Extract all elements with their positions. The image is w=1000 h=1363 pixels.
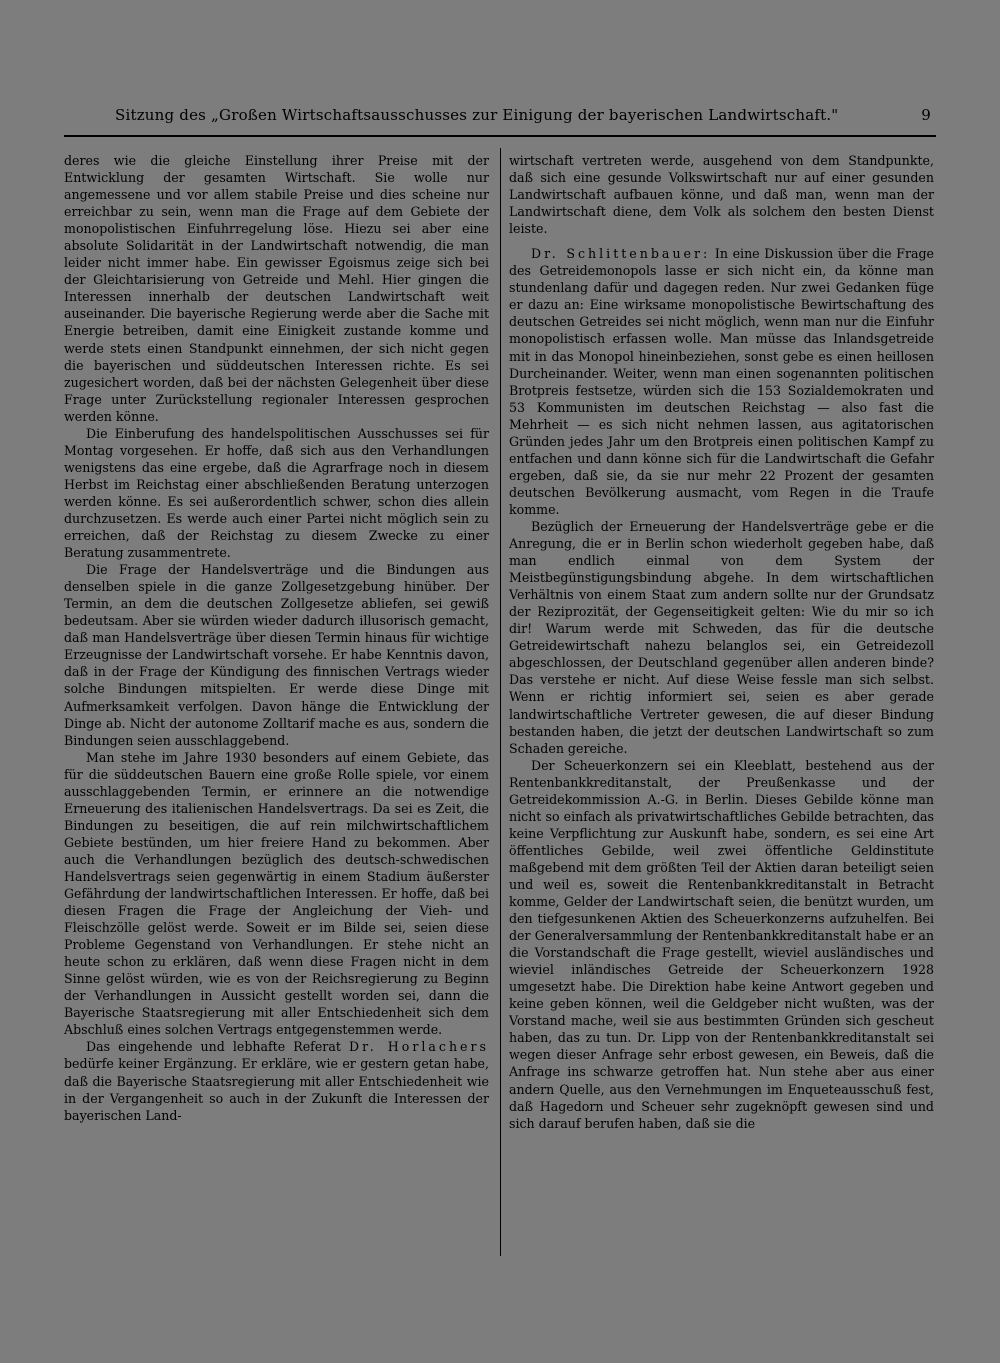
paragraph: wirtschaft vertreten werde, ausgehend von dem Standpunkte, daß sich eine gesunde Volkswirtschaft nur auf einer gesunden Landwirtschaft aufbauen könne, und daß man, wenn man der Landwirtschaft diene, dem Volk als solchem den besten Dienst leiste. [509, 153, 934, 237]
running-header-title: Sitzung des „Großen Wirtschaftsausschusses zur Einigung der bayerischen Landwirtschaft." [115, 106, 839, 124]
paragraph-text: In eine Diskussion über die Frage des Getreidemonopols lasse er sich nicht ein, da könne man stundenlang dafür und dagegen reden. Nur zwei Gedanken füge er dazu an: Eine wirksame monopolistische Bewirtschaftung des deutschen Getreides sei nicht möglich, wenn man nur die Einfuhr monopolistisch erfassen wolle. Man müsse das Inlandsgetreide mit in das Monopol hineinbeziehen, sonst gebe es einen heillosen Durcheinander. Weiter, wenn man einen sogenannten politischen Brotpreis festsetze, würden sich die 153 Sozialdemokraten und 53 Kommunisten im deutschen Reichstag — also fast die Mehrheit — es sich nicht nehmen lassen, aus agitatorischen Gründen jedes Jahr um den Brotpreis einen politischen Kampf zu entfachen und dann könne sich für die Landwirtschaft die Gefahr ergeben, daß sie, da sie nur mehr 22 Prozent der gesamten deutschen Bevölkerung ausmacht, vom Regen in die Traufe komme. [509, 246, 934, 517]
right-column [509, 152, 934, 1132]
paragraph [509, 245, 934, 518]
column-divider [500, 148, 501, 1256]
header-rule [64, 135, 936, 137]
paragraph: Man stehe im Jahre 1930 besonders auf einem Gebiete, das für die süddeutschen Bauern eine große Rolle spiele, vor einem ausschlaggebenden Termin, er erinnere an die notwendige Erneuerung des italienischen Handelsvertrags. Da sei es Zeit, die Bindungen zu beseitigen, die auf rein milchwirtschaftlichem Gebiete bestünden, um hier freiere Hand zu bekommen. Aber auch die Verhandlungen bezüglich des deutsch-schwedischen Handelsvertrags seien gegenwärtig in einem Stadium äußerster Gefährdung der landwirtschaftlichen Interessen. Er hoffe, daß bei diesen Fragen die Frage der Angleichung der Vieh- und Fleischzölle gelöst werde. Soweit er im Bilde sei, seien diese Probleme Gegenstand von Verhandlungen. Er stehe nicht an heute schon zu erklären, daß wenn diese Fragen nicht in dem Sinne gelöst würden, wie es von der Reichsregierung zu Beginn der Verhandlungen in Aussicht gestellt worden sei, dann die Bayerische Staatsregierung mit aller Entschiedenheit sich dem Abschluß eines solchen Vertrags entgegenstemmen werde. [64, 749, 489, 1038]
paragraph: deres wie die gleiche Einstellung ihrer Preise mit der Entwicklung der gesamten Wirtschaft. Sie wolle nur angemessene und vor allem stabile Preise und dies scheine nur erreichbar zu sein, wenn man die Frage auf dem Gebiete der monopolistischen Einfuhrregelung löse. Hiezu sei aber eine absolute Solidarität in der Landwirtschaft notwendig, die man leider nicht immer habe. Ein gewisser Egoismus zeige sich bei der Gleichtarisierung von Getreide und Mehl. Hier gingen die Interessen innerhalb der deutschen Landwirtschaft weit auseinander. Die bayerische Regierung werde aber die Sache mit Energie betreiben, damit eine Einigkeit zustande komme und werde stets einen Standpunkt einnehmen, der sich nicht gegen die bayerischen und süddeutschen Interessen richte. Es sei zugesichert worden, daß bei der nächsten Gelegenheit über diese Frage unter Zurückstellung regionaler Interessen gesprochen werden könne. [64, 153, 489, 424]
paragraph-text: bedürfe keiner Ergänzung. Er erkläre, wie er gestern getan habe, daß die Bayerische Staatsregierung mit aller Entschiedenheit wie in der Vergangenheit so auch in der Zukunft die Interessen der bayerischen Land- [64, 1056, 489, 1123]
paragraph-text: Das eingehende und lebhafte Referat [86, 1039, 341, 1055]
paragraph: Bezüglich der Erneuerung der Handelsverträge gebe er die Anregung, die er in Berlin schon wiederholt gegeben habe, daß man endlich einmal von dem System der Meistbegünstigungsbindung abgehe. In dem wirtschaftlichen Verhältnis von einem Staat zum andern sollte nur der Grundsatz der Reziprozität, der Gegenseitigkeit gelten: Wie du mir so ich dir! Warum werde mit Schweden, das für die deutsche Getreidewirtschaft nahezu belanglos sei, ein Getreidezoll abgeschlossen, der Deutschland gegenüber allen anderen binde? Das verstehe er nicht. Auf diese Weise fessle man sich selbst. Wenn er richtig informiert sei, seien es aber gerade landwirtschaftliche Vertreter gewesen, die auf dieser Bindung bestanden haben, die jetzt der deutschen Landwirtschaft so zum Schaden gereiche. [509, 518, 934, 756]
speaker-name: Dr. Schlittenbauer: [531, 246, 711, 262]
left-column [64, 152, 489, 1124]
paragraph: Der Scheuerkonzern sei ein Kleeblatt, bestehend aus der Rentenbankkreditanstalt, der Preußenkasse und der Getreidekommission A.-G. in Berlin. Dieses Gebilde könne man nicht so einfach als privatwirtschaftliches Gebilde betrachten, das keine Verpflichtung zur Auskunft habe, sondern, es sei eine Art öffentliches Gebilde, weil zwei öffentliche Geldinstitute maßgebend mit dem größten Teil der Aktien daran beteiligt seien und weil es, soweit die Rentenbankkreditanstalt in Betracht komme, Gelder der Landwirtschaft seien, die benützt wurden, um den tiefgesunkenen Aktien des Scheuerkonzerns aufzuhelfen. Bei der Generalversammlung der Rentenbankkreditanstalt habe er an die Vorstandschaft die Frage gestellt, wieviel ausländisches und wieviel inländisches Getreide der Scheuerkonzern 1928 umgesetzt habe. Die Direktion habe keine Antwort gegeben und keine geben können, weil die Geldgeber nicht wußten, was der Vorstand mache, weil sie aus bestimmten Gründen sich gescheut haben, das zu tun. Dr. Lipp von der Rentenbankkreditanstalt sei wegen dieser Anfrage sehr erbost gewesen, ein Beweis, daß die Anfrage ins schwarze getroffen hat. Nun stehe aber aus einer andern Quelle, aus den Vernehmungen im Enqueteausschuß fest, daß Hagedorn und Scheuer sehr zugeknöpft gewesen sind und sich darauf berufen haben, daß sie die [509, 757, 934, 1131]
paragraph: Die Einberufung des handelspolitischen Ausschusses sei für Montag vorgesehen. Er hoffe, daß sich aus den Verhandlungen wenigstens das eine ergebe, daß die Agrarfrage noch in diesem Herbst im Reichstag einer abschließenden Beratung unterzogen werden könne. Es sei außerordentlich schwer, schon dies allein durchzusetzen. Es werde auch einer Partei nicht möglich sein zu erreichen, daß der Reichstag zu diesem Zwecke zu einer Beratung zusammentrete. [64, 425, 489, 561]
speaker-name: Dr. Horlachers [348, 1039, 489, 1055]
paragraph: Die Frage der Handelsverträge und die Bindungen aus denselben spiele in die ganze Zollgesetzgebung hinüber. Der Termin, an dem die deutschen Zollgesetze abliefen, sei gewiß bedeutsam. Aber sie würden wieder dadurch illusorisch gemacht, daß man Handelsverträge über diesen Termin hinaus für wichtige Erzeugnisse der Landwirtschaft vorsehe. Er habe Kenntnis davon, daß in der Frage der Kündigung des finnischen Vertrags wieder solche Bindungen mitspielten. Er werde diese Dinge mit Aufmerksamkeit verfolgen. Davon hänge die Entwicklung der Dinge ab. Nicht der autonome Zolltarif mache es aus, sondern die Bindungen seien ausschlaggebend. [64, 562, 489, 748]
running-header [65, 106, 935, 132]
page-number: 9 [921, 106, 931, 124]
paragraph [64, 1038, 489, 1123]
